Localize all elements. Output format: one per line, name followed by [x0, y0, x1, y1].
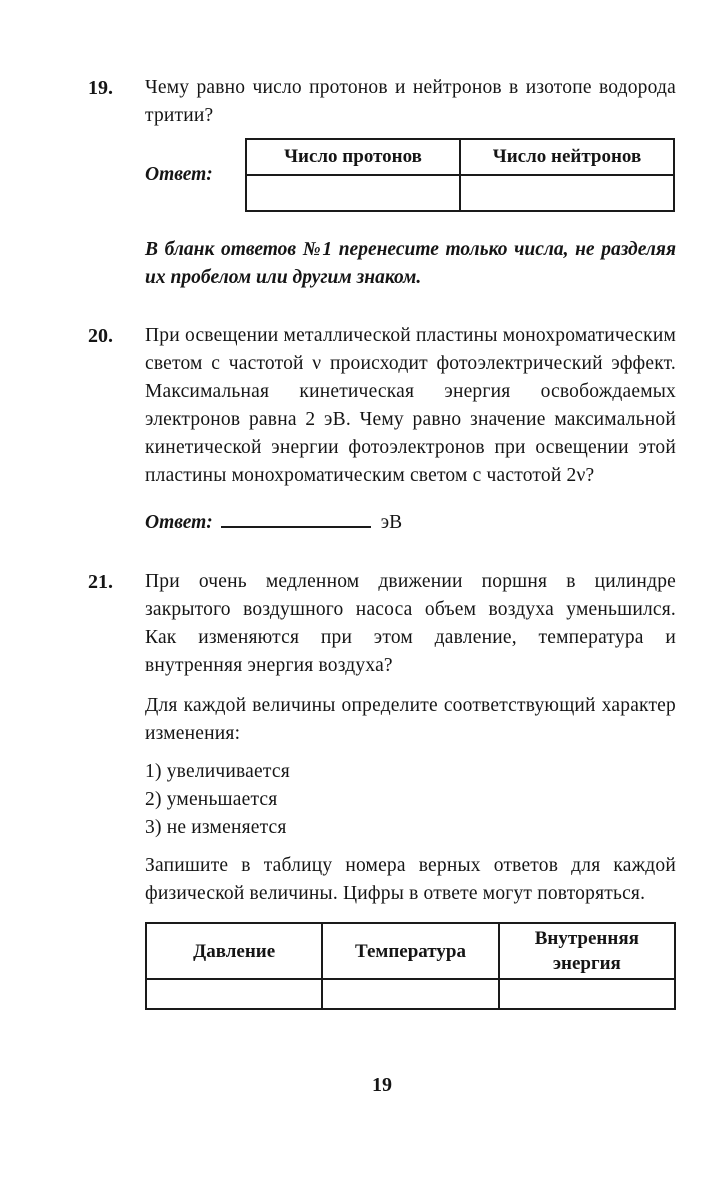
table-header-pressure: Давление	[146, 923, 322, 979]
question-19-text: Чему равно число протонов и нейтронов в изотопе водорода тритии?	[145, 77, 676, 126]
question-19-answer-label: Ответ:	[145, 164, 213, 185]
answer-cell-temperature[interactable]	[322, 979, 498, 1009]
question-20	[88, 322, 676, 534]
question-21-options	[145, 758, 676, 842]
table-header-row	[246, 139, 674, 175]
answer-cell-internal-energy[interactable]	[499, 979, 675, 1009]
answer-cell-protons[interactable]	[246, 175, 460, 211]
question-21	[88, 568, 676, 1010]
table-header-row	[146, 923, 675, 979]
table-header-temperature: Температура	[322, 923, 498, 979]
question-20-text: При освещении металлической пластины монохроматическим светом с частотой ν происходит фотоэлектрический эффект. Максимальная кинетическая энергия освобождаемых электронов равна 2 эВ. Чему равно значение максимальной кинетической энергии фотоэлектронов при освещении этой пластины монохроматическим светом с частотой 2ν?	[145, 325, 676, 486]
question-21-instruction: Для каждой величины определите соответствующий характер изменения:	[145, 695, 676, 745]
page-number: 19	[372, 1074, 392, 1096]
question-20-answer-label: Ответ:	[145, 512, 213, 534]
option-1-increases: 1) увеличивается	[145, 761, 290, 783]
question-19	[88, 74, 676, 292]
question-19-note: В бланк ответов №1 перенесите только числа, не разделяя их пробелом или другим знаком.	[145, 239, 676, 288]
question-21-text: При очень медленном движении поршня в цилиндре закрытого воздушного насоса объем воздуха уменьшился. Как изменяются при этом давление, температура и внутренняя энергия воздуха?	[145, 571, 676, 677]
table-header-neutrons: Число нейтронов	[460, 139, 674, 175]
question-20-answer-blank[interactable]	[221, 508, 371, 528]
question-21-answer-table	[145, 922, 676, 1010]
question-21-body	[145, 568, 676, 1010]
question-20-body	[145, 322, 676, 534]
table-answer-row	[246, 175, 674, 211]
question-19-answer-table	[245, 138, 675, 212]
question-20-answer-unit: эВ	[380, 512, 403, 534]
question-21-number: 21.	[88, 571, 113, 594]
option-3-unchanged: 3) не изменяется	[145, 817, 287, 839]
answer-cell-neutrons[interactable]	[460, 175, 674, 211]
question-20-number: 20.	[88, 325, 113, 347]
question-20-answer-line	[145, 508, 676, 534]
table-answer-row	[146, 979, 675, 1009]
option-2-decreases: 2) уменьшается	[145, 789, 278, 811]
question-19-body	[145, 74, 676, 292]
table-header-internal-energy: Внутренняя энергия	[499, 923, 675, 979]
table-header-protons: Число протонов	[246, 139, 460, 175]
question-19-number: 19.	[88, 77, 113, 99]
answer-cell-pressure[interactable]	[146, 979, 322, 1009]
question-19-answer-row	[145, 138, 676, 212]
question-21-note: Запишите в таблицу номера верных ответов для каждой физической величины. Цифры в ответе могут повторяться.	[145, 855, 676, 905]
